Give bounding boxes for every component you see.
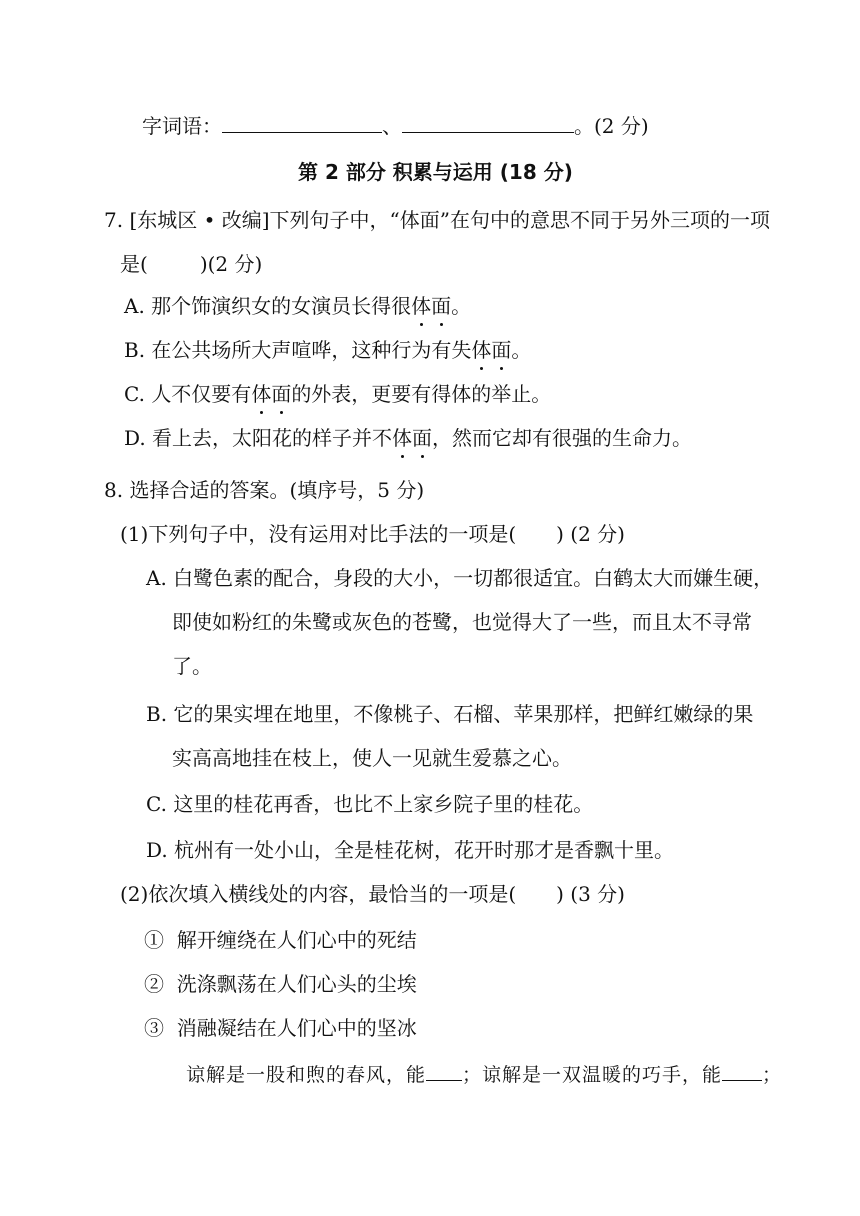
emphasis-char: 体: [392, 426, 413, 450]
q8-sub1-stem-post: ) (2 分): [556, 522, 625, 546]
answer-blank-1[interactable]: [222, 112, 382, 133]
item-text: 洗涤飘荡在人们心头的尘埃: [176, 972, 417, 996]
option-label: C.: [146, 792, 167, 816]
q8-sub1-option-b-line1[interactable]: [146, 700, 753, 728]
section-title: 第 2 部分 积累与运用 (18 分): [298, 160, 573, 184]
q7-stem-post: )(2 分): [199, 252, 263, 276]
q8-sub2-item-3: [144, 1014, 417, 1042]
q8-sub1-option-a-line3: 了。: [172, 654, 212, 678]
fill-in-suffix: 。(2 分): [574, 114, 649, 138]
option-label: B.: [146, 702, 168, 726]
q8-sub1-option-a-line1[interactable]: [146, 564, 773, 592]
item-number: ③: [144, 1016, 164, 1040]
option-label: A.: [146, 566, 167, 590]
q7-stem-line2: [120, 250, 262, 278]
q8-sub1-option-a-line2: 即使如粉红的朱鹭或灰色的苍鹭，也觉得大了一些，而且太不寻常: [172, 610, 752, 634]
q8-sub2-item-1: [144, 926, 417, 954]
option-label: D.: [124, 426, 146, 450]
q8-sub2-stem-pre: (2)依次填入横线处的内容，最恰当的一项是(: [120, 882, 517, 906]
q7-option-a[interactable]: [124, 292, 471, 320]
emphasis-char: 体: [471, 338, 492, 362]
option-text: 在公共场所大声喧哗，这种行为有失: [151, 338, 472, 362]
option-text: 那个饰演织女的女演员长得很: [151, 294, 412, 318]
option-text: 看上去，太阳花的样子并不: [152, 426, 393, 450]
item-text: 消融凝结在人们心中的坚冰: [176, 1016, 417, 1040]
emphasis-char: 体: [251, 382, 272, 406]
item-text: 解开缠绕在人们心中的死结: [176, 928, 417, 952]
option-label: A.: [124, 294, 145, 318]
q7-option-d[interactable]: [124, 424, 692, 452]
item-number: ②: [144, 972, 164, 996]
option-text-end: 。: [451, 294, 472, 318]
passage-part-a: 谅解是一股和煦的春风，能: [186, 1064, 427, 1086]
emphasis-char: 面: [412, 426, 433, 450]
fill-in-separator: 、: [382, 114, 402, 138]
emphasis-char: 面: [271, 382, 292, 406]
option-text: 人不仅要有: [151, 382, 252, 406]
answer-blank-2[interactable]: [402, 112, 574, 133]
emphasis-char: 面: [431, 294, 452, 318]
q8-sub2-stem: [120, 880, 625, 908]
emphasis-char: 面: [491, 338, 512, 362]
q8-sub1-stem: [120, 520, 625, 548]
option-text: 它的果实埋在地里，不像桃子、石榴、苹果那样，把鲜红嫩绿的果: [173, 702, 754, 726]
emphasis-word: [471, 338, 511, 362]
option-text: 杭州有一处小山，全是桂花树，花开时那才是香飘十里。: [174, 838, 675, 862]
q8-sub1-option-d[interactable]: [146, 836, 674, 864]
passage-part-b: ；谅解是一双温暖的巧手，能: [462, 1064, 723, 1086]
passage-blank-2[interactable]: [722, 1060, 762, 1081]
q7-stem-pre: 是(: [120, 252, 148, 276]
q7-option-c[interactable]: [124, 380, 551, 408]
q7-stem-line1: 7. [东城区 • 改编]下列句子中，“体面”在句中的意思不同于另外三项的一项: [104, 208, 771, 232]
q8-sub2-passage: [186, 1060, 782, 1089]
q8-sub1-stem-pre: (1)下列句子中，没有运用对比手法的一项是(: [120, 522, 517, 546]
q8-title: 8. 选择合适的答案。(填序号，5 分): [104, 478, 425, 502]
option-text: 白鹭色素的配合，身段的大小，一切都很适宜。白鹤太大而嫌生硬，: [173, 566, 774, 590]
option-label: C.: [124, 382, 145, 406]
emphasis-char: 体: [411, 294, 432, 318]
option-text-end: ，然而它却有很强的生命力。: [432, 426, 693, 450]
q8-sub2-stem-post: ) (3 分): [556, 882, 625, 906]
passage-part-c: ；: [762, 1064, 783, 1086]
item-number: ①: [144, 928, 164, 952]
passage-blank-1[interactable]: [426, 1060, 462, 1081]
emphasis-word: [392, 426, 432, 450]
option-text-end: 的外表，更要有得体的举止。: [291, 382, 552, 406]
fill-in-prefix: 字词语：: [142, 114, 222, 138]
option-label: B.: [124, 338, 146, 362]
option-text: 这里的桂花再香，也比不上家乡院子里的桂花。: [173, 792, 594, 816]
q7-option-b[interactable]: [124, 336, 531, 364]
q8-sub2-item-2: [144, 970, 417, 998]
fill-in-line: [142, 112, 649, 140]
emphasis-word: [251, 382, 291, 406]
q8-sub1-option-c[interactable]: [146, 790, 593, 818]
q8-sub1-option-b-line2: 实高高地挂在枝上，使人一见就生爱慕之心。: [172, 746, 572, 770]
option-text-end: 。: [511, 338, 532, 362]
option-label: D.: [146, 838, 168, 862]
emphasis-word: [411, 294, 451, 318]
